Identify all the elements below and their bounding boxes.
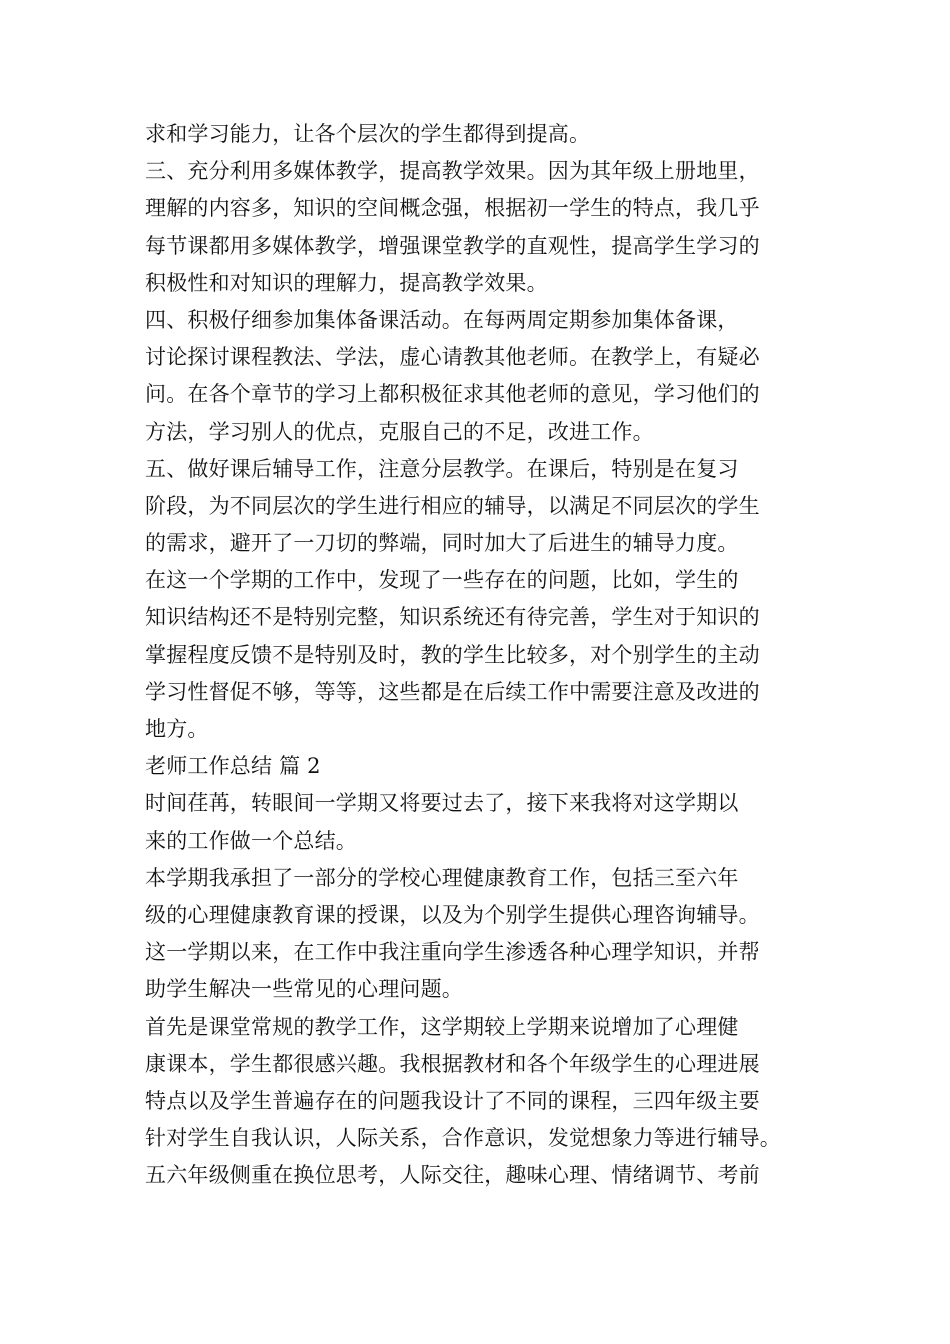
- text-line: 求和学习能力，让各个层次的学生都得到提高。: [145, 122, 591, 146]
- document-body: [145, 116, 805, 1194]
- text-line: 掌握程度反馈不是特别及时，教的学生比较多，对个别学生的主动: [145, 642, 760, 667]
- text-line: 五六年级侧重在换位思考，人际交往，趣味心理、情绪调节、考前: [145, 1163, 760, 1188]
- text-line: 首先是课堂常规的教学工作，这学期较上学期来说增加了心理健: [145, 1014, 739, 1039]
- text-line: 级的心理健康教育课的授课，以及为个别学生提供心理咨询辅导。: [145, 902, 760, 927]
- section-heading: 老师工作总结 篇 2: [145, 754, 321, 779]
- text-line: 每节课都用多媒体教学，增强课堂教学的直观性，提高学生学习的: [145, 233, 760, 258]
- text-line: 学习性督促不够，等等，这些都是在后续工作中需要注意及改进的: [145, 679, 760, 704]
- text-line: 的需求，避开了一刀切的弊端，同时加大了后进生的辅导力度。: [145, 531, 739, 556]
- text-line: 地方。: [145, 717, 209, 741]
- text-line: 康课本，学生都很感兴趣。我根据教材和各个年级学生的心理进展: [145, 1051, 760, 1076]
- text-line: 在这一个学期的工作中，发现了一些存在的问题，比如，学生的: [145, 568, 739, 593]
- text-line: 四、积极仔细参加集体备课活动。在每两周定期参加集体备课，: [145, 307, 739, 332]
- text-line: 方法，学习别人的优点，克服自己的不足，改进工作。: [145, 419, 654, 444]
- text-line: 这一学期以来，在工作中我注重向学生渗透各种心理学知识，并帮: [145, 940, 760, 965]
- text-line: 问。在各个章节的学习上都积极征求其他老师的意见，学习他们的: [145, 382, 760, 407]
- text-line: 知识结构还不是特别完整，知识系统还有待完善，学生对于知识的: [145, 605, 760, 630]
- text-line: 来的工作做一个总结。: [145, 828, 357, 853]
- text-line: 针对学生自我认识，人际关系，合作意识，发觉想象力等进行辅导。: [145, 1126, 781, 1151]
- text-line: 本学期我承担了一部分的学校心理健康教育工作，包括三至六年: [145, 865, 739, 890]
- text-line: 阶段，为不同层次的学生进行相应的辅导，以满足不同层次的学生: [145, 493, 760, 518]
- text-line: 三、充分利用多媒体教学，提高教学效果。因为其年级上册地里，: [145, 159, 760, 184]
- text-line: 特点以及学生普遍存在的问题我设计了不同的课程，三四年级主要: [145, 1088, 760, 1113]
- text-line: 积极性和对知识的理解力，提高教学效果。: [145, 270, 548, 295]
- text-line: 助学生解决一些常见的心理问题。: [145, 977, 463, 1002]
- text-line: 理解的内容多，知识的空间概念强，根据初一学生的特点，我几乎: [145, 196, 760, 221]
- text-line: 时间荏苒，转眼间一学期又将要过去了，接下来我将对这学期以: [145, 791, 739, 816]
- text-line: 讨论探讨课程教法、学法，虚心请教其他老师。在教学上，有疑必: [145, 345, 760, 370]
- text-line: 五、做好课后辅导工作，注意分层教学。在课后，特别是在复习: [145, 456, 739, 481]
